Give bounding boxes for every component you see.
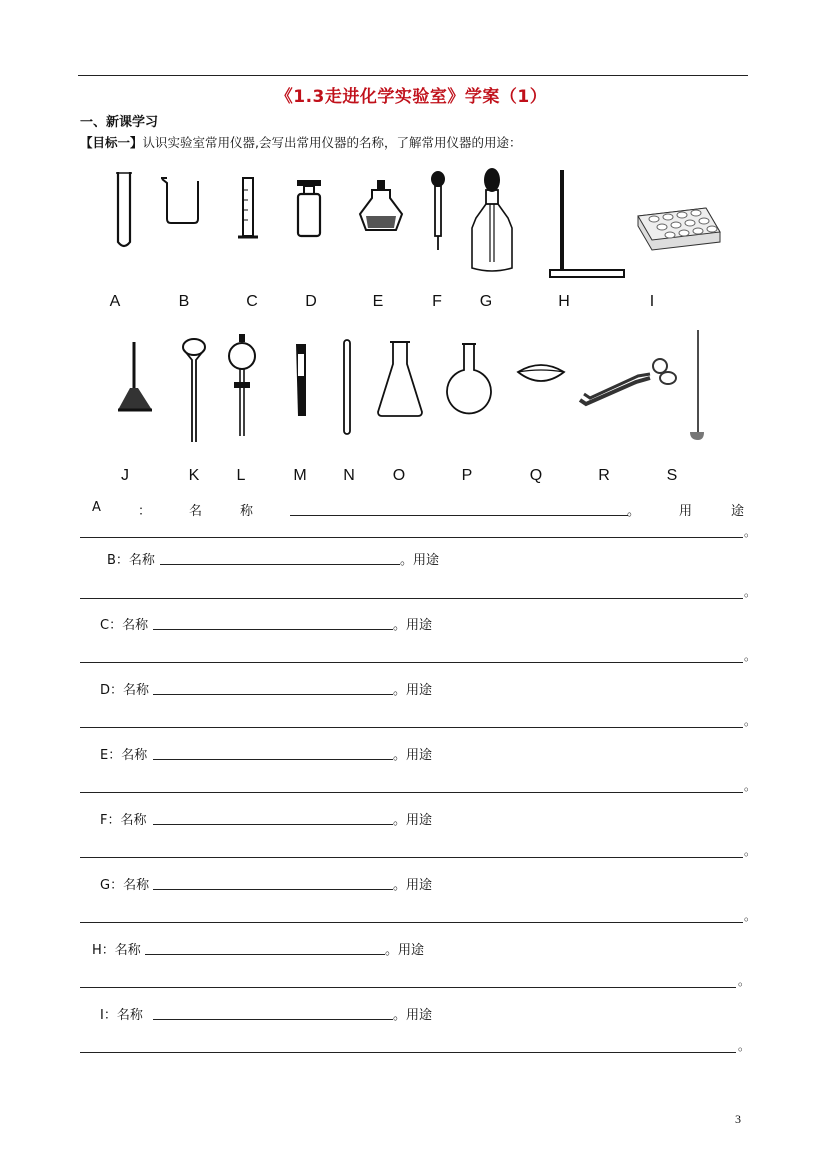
answer-D-use[interactable] — [80, 727, 743, 728]
letter-Q: Q — [529, 467, 543, 484]
answer-D-name[interactable] — [153, 694, 393, 695]
crucible-tongs-icon — [576, 356, 682, 412]
question-A-use-1: 用 — [679, 504, 693, 519]
letter-M: M — [293, 467, 307, 484]
answer-G-use[interactable] — [80, 922, 743, 923]
letter-I: I — [649, 293, 655, 310]
question-A-end: 。 — [744, 525, 757, 539]
question-F-end: 。 — [744, 844, 757, 858]
question-E-end: 。 — [744, 779, 757, 793]
question-H-label: H：名称 — [92, 943, 141, 958]
letter-B: B — [178, 293, 190, 310]
question-I-use: 。用途 — [393, 1008, 433, 1023]
answer-F-use[interactable] — [80, 857, 743, 858]
answer-H-use[interactable] — [80, 987, 736, 988]
test-tube-brush-icon — [114, 340, 156, 414]
question-A-use-2: 途 — [731, 504, 745, 519]
evaporating-dish-icon — [516, 360, 566, 388]
alcohol-lamp-icon — [356, 178, 406, 234]
letter-P: P — [461, 467, 473, 484]
answer-G-name[interactable] — [153, 889, 393, 890]
section-heading: 一、新课学习 — [80, 115, 159, 130]
letter-R: R — [598, 467, 610, 484]
gas-collecting-bottle-icon — [292, 178, 328, 240]
answer-A-name[interactable] — [290, 515, 628, 516]
question-C-use: 。用途 — [393, 618, 433, 633]
page-title: 《1.3走进化学实验室》学案（1） — [275, 87, 548, 107]
letter-H: H — [558, 293, 570, 310]
question-D-end: 。 — [744, 714, 757, 728]
letter-A: A — [109, 293, 121, 310]
letter-D: D — [305, 293, 317, 310]
question-D-label: D：名称 — [100, 683, 150, 698]
spot-plate-icon — [636, 206, 722, 252]
question-A-name-2: 称 — [240, 504, 254, 519]
question-A-prefix: A — [92, 500, 101, 515]
question-B-label: B：名称 — [107, 553, 155, 568]
question-B-end: 。 — [744, 585, 757, 599]
answer-I-use[interactable] — [80, 1052, 736, 1053]
iron-stand-icon — [546, 168, 628, 280]
long-neck-funnel-icon — [180, 338, 210, 448]
question-E-use: 。用途 — [393, 748, 433, 763]
question-G-use: 。用途 — [393, 878, 433, 893]
answer-A-use[interactable] — [80, 537, 743, 538]
round-bottom-flask-icon — [444, 340, 494, 420]
letter-E: E — [372, 293, 384, 310]
test-tube-holder-icon — [290, 340, 312, 420]
question-C-label: C：名称 — [100, 618, 149, 633]
top-rule — [78, 75, 748, 76]
letter-J: J — [121, 467, 129, 484]
letter-K: K — [188, 467, 200, 484]
conical-flask-icon — [374, 338, 426, 420]
answer-B-name[interactable] — [160, 564, 400, 565]
question-F-label: F：名称 — [100, 813, 147, 828]
question-D-use: 。用途 — [393, 683, 433, 698]
question-A-period: 。 — [627, 504, 641, 519]
letter-G: G — [479, 293, 493, 310]
answer-E-name[interactable] — [153, 759, 393, 760]
question-G-label: G：名称 — [100, 878, 150, 893]
question-C-end: 。 — [744, 649, 757, 663]
letter-S: S — [666, 467, 678, 484]
glass-rod-icon — [340, 338, 354, 436]
dropping-bottle-icon — [466, 166, 518, 276]
question-H-end: 。 — [738, 974, 751, 988]
question-G-end: 。 — [744, 909, 757, 923]
letter-L: L — [236, 467, 246, 484]
goal-tag: 【目标一】 — [80, 135, 143, 150]
letter-C: C — [246, 293, 258, 310]
goal-line — [80, 133, 522, 151]
goal-text: 认识实验室常用仪器,会写出常用仪器的名称，了解常用仪器的用途： — [142, 135, 522, 150]
letter-O: O — [392, 467, 406, 484]
answer-C-name[interactable] — [153, 629, 393, 630]
graduated-cylinder-icon — [236, 176, 264, 242]
test-tube-icon — [110, 170, 140, 252]
answer-F-name[interactable] — [153, 824, 393, 825]
question-A-colon: ： — [138, 504, 152, 519]
answer-C-use[interactable] — [80, 662, 743, 663]
question-I-label: I：名称 — [100, 1008, 143, 1023]
dropper-icon — [428, 170, 448, 252]
question-E-label: E：名称 — [100, 748, 148, 763]
question-B-use: 。用途 — [400, 553, 440, 568]
combustion-spoon-icon — [684, 328, 708, 444]
answer-E-use[interactable] — [80, 792, 743, 793]
question-A-name-1: 名 — [189, 504, 203, 519]
letter-N: N — [343, 467, 355, 484]
question-I-end: 。 — [738, 1039, 751, 1053]
question-H-use: 。用途 — [385, 943, 425, 958]
page-number: 3 — [735, 1112, 741, 1126]
answer-H-name[interactable] — [145, 954, 385, 955]
beaker-icon — [158, 175, 204, 227]
answer-B-use[interactable] — [80, 598, 743, 599]
letter-F: F — [432, 293, 442, 310]
answer-I-name[interactable] — [153, 1019, 393, 1020]
separatory-funnel-icon — [226, 332, 258, 440]
question-F-use: 。用途 — [393, 813, 433, 828]
